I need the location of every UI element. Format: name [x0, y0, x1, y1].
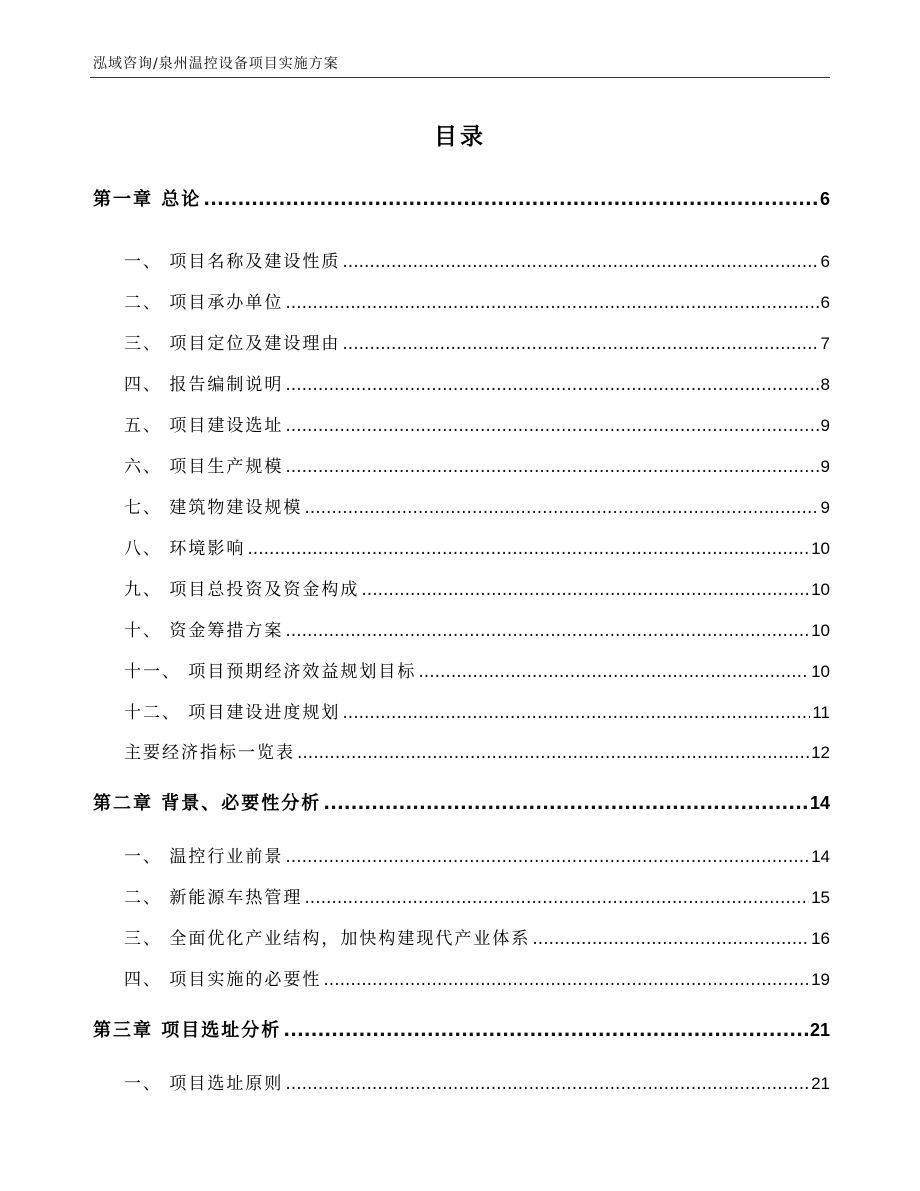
toc-page-number: 19 [811, 970, 830, 989]
toc-page-number: 11 [812, 703, 830, 722]
toc-page-number: 9 [820, 457, 830, 476]
toc-dot-leader [203, 189, 818, 210]
toc-section-entry[interactable] [124, 452, 830, 476]
toc-section-entry[interactable] [124, 965, 830, 989]
toc-dot-leader [297, 743, 809, 763]
toc-section-entry[interactable] [124, 657, 830, 681]
toc-dot-leader [285, 416, 818, 436]
toc-dot-leader [323, 970, 809, 990]
toc-section-entry[interactable] [124, 493, 830, 517]
toc-section-entry[interactable] [124, 924, 830, 948]
toc-chapter-entry[interactable] [93, 789, 830, 813]
toc-page-number: 8 [820, 375, 830, 394]
toc-section-entry[interactable] [124, 883, 830, 907]
toc-entry-label: 第二章 背景、必要性分析 [93, 793, 322, 814]
toc-section-entry[interactable] [124, 698, 830, 722]
toc-entry-label: 主要经济指标一览表 [124, 743, 295, 763]
toc-dot-leader [361, 580, 809, 600]
toc-entry-label: 五、 项目建设选址 [124, 416, 284, 436]
toc-page-number: 10 [811, 621, 830, 640]
toc-dot-leader [283, 1020, 808, 1041]
toc-entry-label: 一、 项目名称及建设性质 [124, 252, 341, 272]
toc-dot-leader [342, 334, 818, 354]
toc-page-number: 7 [820, 334, 830, 353]
toc-entry-label: 三、 全面优化产业结构，加快构建现代产业体系 [124, 929, 531, 949]
toc-entry-label: 三、 项目定位及建设理由 [124, 334, 341, 354]
toc-page-number: 10 [811, 662, 830, 681]
toc-section-entry[interactable] [124, 370, 830, 394]
toc-dot-leader [342, 252, 818, 272]
toc-entry-label: 二、 项目承办单位 [124, 293, 284, 313]
toc-entry-label: 十一、 项目预期经济效益规划目标 [124, 662, 417, 682]
toc-dot-leader [285, 847, 809, 867]
toc-chapter-entry[interactable] [93, 185, 830, 209]
toc-dot-leader [304, 498, 818, 518]
toc-entry-label: 一、 项目选址原则 [124, 1074, 284, 1094]
toc-entry-label: 第一章 总论 [93, 189, 202, 210]
toc-dot-leader [418, 662, 809, 682]
toc-dot-leader [323, 793, 808, 814]
toc-page-number: 9 [820, 498, 830, 517]
toc-entry-label: 四、 报告编制说明 [124, 375, 284, 395]
toc-entry-label: 一、 温控行业前景 [124, 847, 284, 867]
toc-dot-leader [247, 539, 809, 559]
toc-section-entry[interactable] [124, 1069, 830, 1093]
toc-section-entry[interactable] [124, 247, 830, 271]
toc-page-number: 15 [811, 888, 830, 907]
toc-page-number: 21 [811, 1074, 830, 1093]
toc-page-number: 12 [811, 743, 830, 762]
toc-page-number: 16 [811, 929, 830, 948]
toc-page-number: 6 [819, 189, 830, 209]
toc-entry-label: 七、 建筑物建设规模 [124, 498, 303, 518]
toc-page-number: 14 [809, 793, 830, 813]
toc-section-entry[interactable] [124, 534, 830, 558]
toc-entry-label: 四、 项目实施的必要性 [124, 970, 322, 990]
toc-page-number: 6 [820, 252, 830, 271]
toc-dot-leader [532, 929, 809, 949]
toc-page-number: 10 [811, 580, 830, 599]
toc-dot-leader [285, 1074, 809, 1094]
toc-section-entry[interactable] [124, 575, 830, 599]
toc-page-number: 9 [820, 416, 830, 435]
toc-section-entry[interactable] [124, 738, 830, 762]
toc-section-entry[interactable] [124, 411, 830, 435]
toc-page-number: 10 [811, 539, 830, 558]
toc-entry-label: 十、 资金筹措方案 [124, 621, 284, 641]
toc-dot-leader [285, 457, 818, 477]
toc-page-number: 14 [811, 847, 830, 866]
toc-entry-label: 六、 项目生产规模 [124, 457, 284, 477]
toc-entry-label: 八、 环境影响 [124, 539, 246, 559]
header-divider [90, 77, 830, 78]
toc-section-entry[interactable] [124, 288, 830, 312]
toc-page-number: 21 [809, 1020, 830, 1040]
toc-dot-leader [304, 888, 809, 908]
toc-entry-label: 二、 新能源车热管理 [124, 888, 303, 908]
running-header: 泓域咨询/泉州温控设备项目实施方案 [93, 56, 339, 72]
toc-entry-label: 十二、 项目建设进度规划 [124, 703, 341, 723]
toc-section-entry[interactable] [124, 329, 830, 353]
toc-title: 目录 [434, 124, 486, 150]
toc-entry-label: 九、 项目总投资及资金构成 [124, 580, 360, 600]
toc-page-number: 6 [820, 293, 830, 312]
toc-section-entry[interactable] [124, 842, 830, 866]
toc-chapter-entry[interactable] [93, 1016, 830, 1040]
toc-dot-leader [285, 621, 809, 641]
toc-section-entry[interactable] [124, 616, 830, 640]
toc-dot-leader [342, 703, 810, 723]
toc-entry-label: 第三章 项目选址分析 [93, 1020, 282, 1041]
toc-dot-leader [285, 293, 818, 313]
toc-dot-leader [285, 375, 818, 395]
